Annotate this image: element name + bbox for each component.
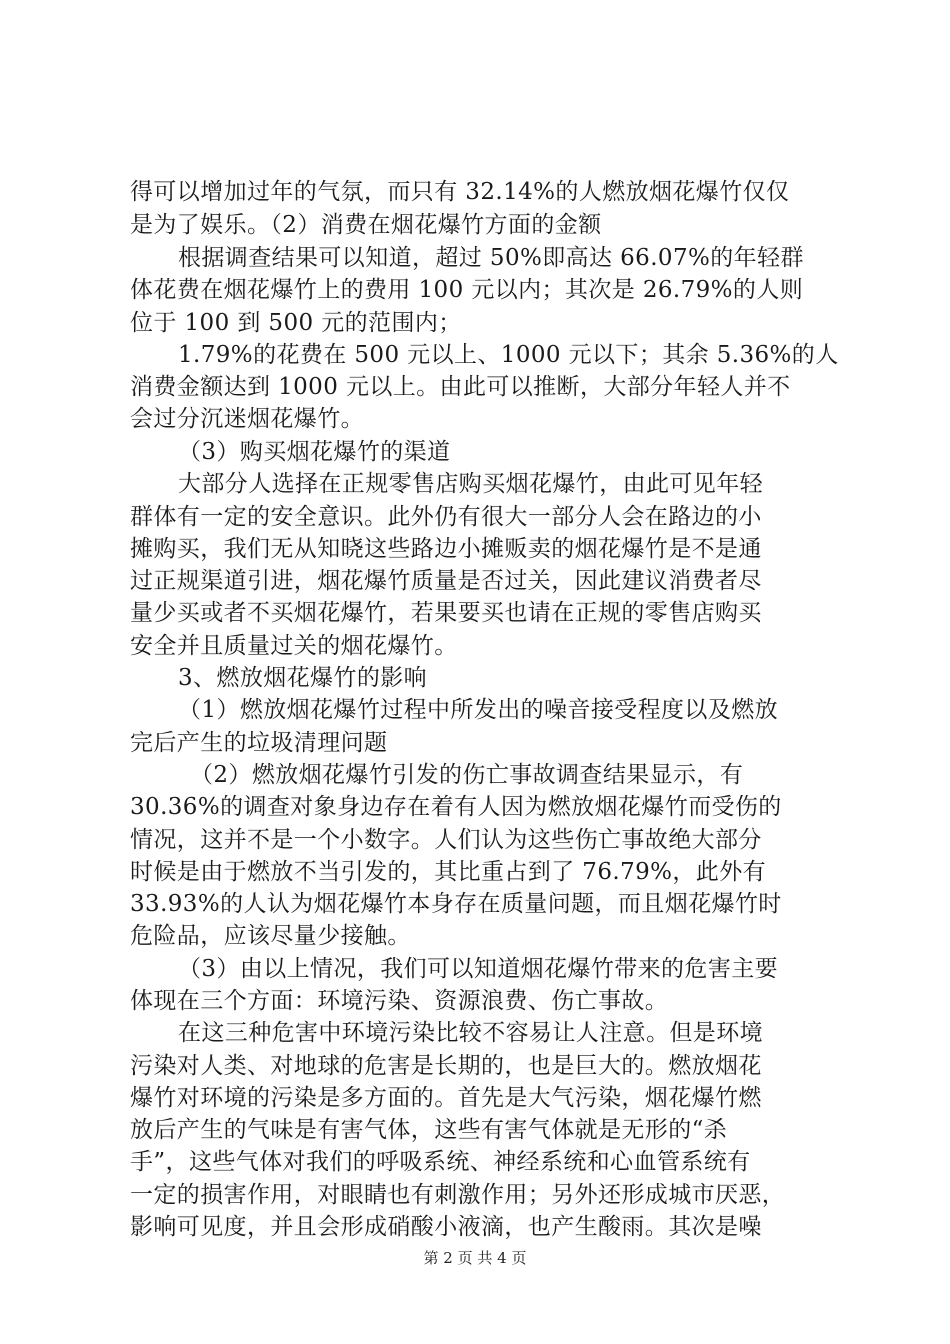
text-line: 会过分沉迷烟花爆竹。 <box>130 406 364 432</box>
text-line: 大部分人选择在正规零售店购买烟花爆竹，由此可见年轻 <box>178 471 763 497</box>
section-heading: 3、燃放烟花爆竹的影响 <box>178 665 428 691</box>
text-line: 在这三种危害中环境污染比较不容易让人注意。但是环境 <box>178 1020 763 1046</box>
text-line: 量少买或者不买烟花爆竹，若果要买也请在正规的零售店购买 <box>130 600 762 626</box>
page-footer: 第 2 页 共 4 页 <box>423 1249 527 1267</box>
text-line: 体花费在烟花爆竹上的费用 100 元以内；其次是 26.79%的人则 <box>130 277 804 303</box>
text-line: 是为了娱乐。（2）消费在烟花爆竹方面的金额 <box>130 212 602 238</box>
text-line: 手”，这些气体对我们的呼吸系统、神经系统和心血管系统有 <box>130 1149 751 1175</box>
text-line: 放后产生的气味是有害气体，这些有害气体就是无形的“杀 <box>130 1117 728 1143</box>
text-line: 30.36%的调查对象身边存在着有人因为燃放烟花爆竹而受伤的 <box>130 794 782 820</box>
text-line: 情况，这并不是一个小数字。人们认为这些伤亡事故绝大部分 <box>130 827 762 853</box>
text-line: 影响可见度，并且会形成硝酸小液滴，也产生酸雨。其次是噪 <box>130 1214 762 1240</box>
text-line: 根据调查结果可以知道，超过 50%即高达 66.07%的年轻群 <box>178 245 804 271</box>
text-line: （3）由以上情况，我们可以知道烟花爆竹带来的危害主要 <box>178 956 779 982</box>
text-line: 安全并且质量过关的烟花爆竹。 <box>130 633 458 659</box>
text-line: 体现在三个方面：环境污染、资源浪费、伤亡事故。 <box>130 988 669 1014</box>
text-line: 33.93%的人认为烟花爆竹本身存在质量问题，而且烟花爆竹时 <box>130 891 782 917</box>
text-line: 得可以增加过年的气氛，而只有 32.14%的人燃放烟花爆竹仅仅 <box>130 179 790 205</box>
text-line: 消费金额达到 1000 元以上。由此可以推断，大部分年轻人并不 <box>130 374 791 400</box>
text-line: 完后产生的垃圾清理问题 <box>130 730 388 756</box>
section-heading: （3）购买烟花爆竹的渠道 <box>178 439 451 465</box>
text-line: 过正规渠道引进，烟花爆竹质量是否过关，因此建议消费者尽 <box>130 568 762 594</box>
text-line: （1）燃放烟花爆竹过程中所发出的噪音接受程度以及燃放 <box>178 697 779 723</box>
text-line: 污染对人类、对地球的危害是长期的，也是巨大的。燃放烟花 <box>130 1053 762 1079</box>
text-line: 爆竹对环境的污染是多方面的。首先是大气污染，烟花爆竹燃 <box>130 1085 762 1111</box>
text-line: 1.79%的花费在 500 元以上、1000 元以下；其余 5.36%的人 <box>178 342 839 368</box>
text-line: 位于 100 到 500 元的范围内； <box>130 310 462 336</box>
text-line: （2）燃放烟花爆竹引发的伤亡事故调查结果显示，有 <box>190 762 744 788</box>
text-line: 摊购买，我们无从知晓这些路边小摊贩卖的烟花爆竹是不是通 <box>130 536 762 562</box>
text-line: 群体有一定的安全意识。此外仍有很大一部分人会在路边的小 <box>130 504 762 530</box>
text-line: 时候是由于燃放不当引发的，其比重占到了 76.79%，此外有 <box>130 859 767 885</box>
text-line: 一定的损害作用，对眼睛也有刺激作用；另外还形成城市厌恶， <box>130 1182 786 1208</box>
text-line: 危险品，应该尽量少接触。 <box>130 923 411 949</box>
